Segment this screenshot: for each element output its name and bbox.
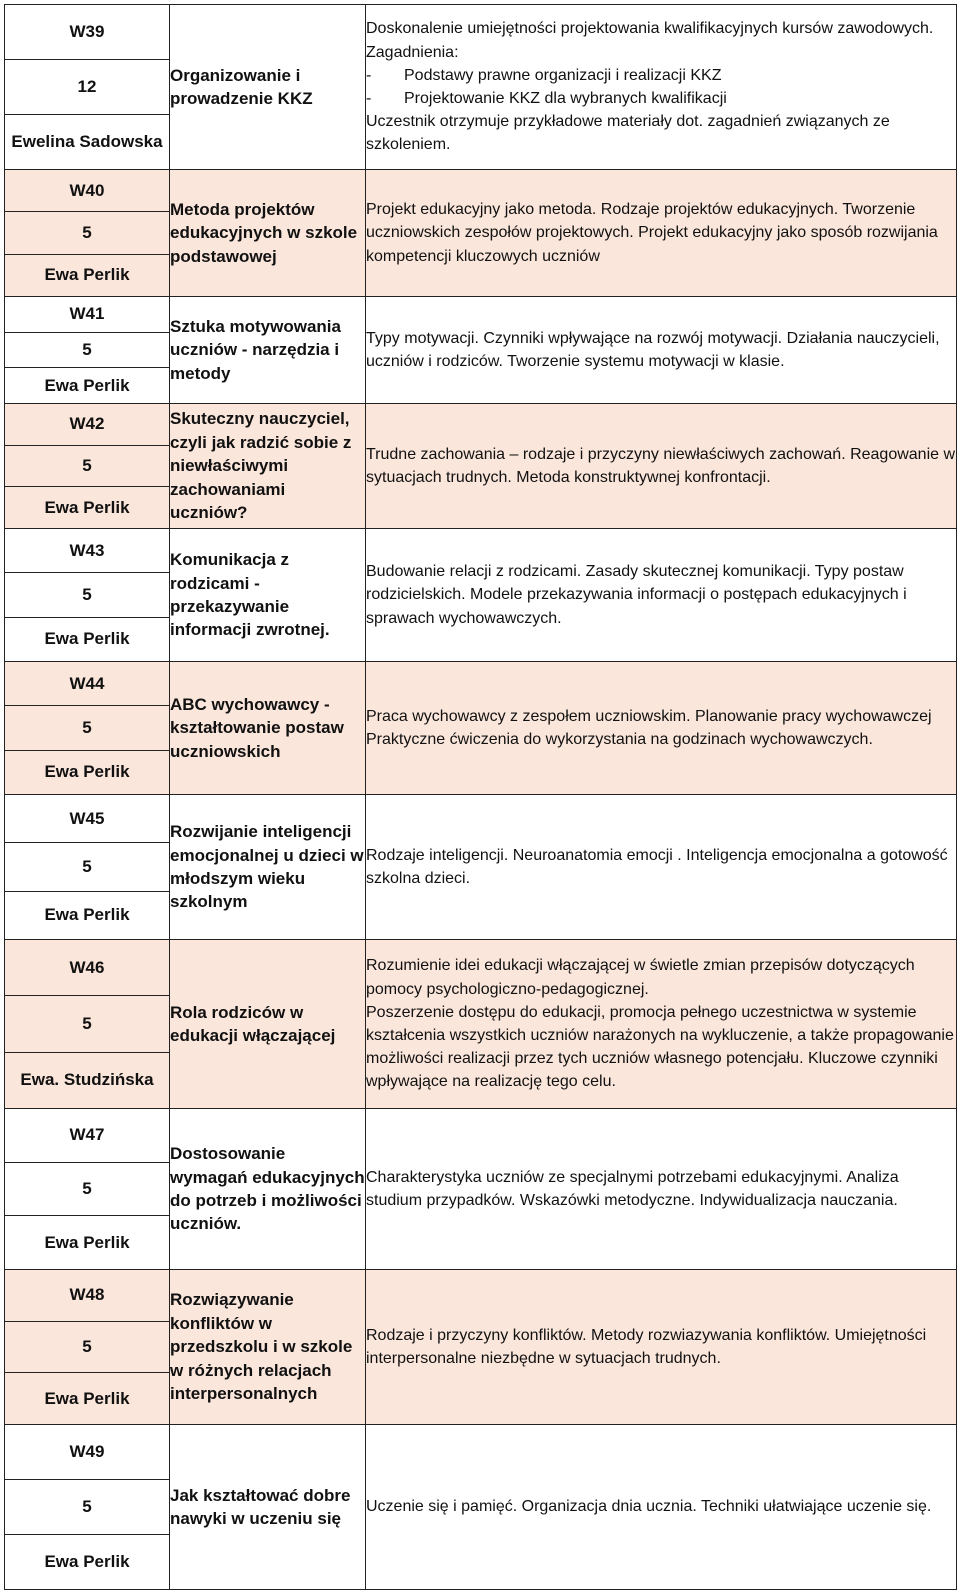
meta-cell xyxy=(5,940,170,1109)
course-description xyxy=(366,940,957,1109)
course-description: Rodzaje i przyczyny konfliktów. Metody rozwiazywania konfliktów. Umiejętności interpersonalne niezbędne w sytuacjach trudnych. xyxy=(366,1270,957,1425)
course-teacher: Ewa Perlik xyxy=(44,629,130,649)
course-description: Praca wychowawcy z zespołem uczniowskim. Planowanie pracy wychowawczej Praktyczne ćwiczenia do wykorzystania na godzinach wychowawczych. xyxy=(366,662,957,795)
course-title: Sztuka motywowania uczniów - narzędzia i metody xyxy=(170,297,366,404)
course-title: Organizowanie i prowadzenie KKZ xyxy=(170,5,366,170)
course-teacher: Ewa Perlik xyxy=(44,265,130,285)
meta-cell xyxy=(5,170,170,297)
course-hours: 12 xyxy=(5,60,169,115)
course-hours: 5 xyxy=(5,706,169,750)
course-code: W47 xyxy=(5,1109,169,1163)
meta-cell xyxy=(5,5,170,170)
table-row xyxy=(5,170,957,297)
meta-cell xyxy=(5,1109,170,1270)
meta-cell xyxy=(5,662,170,795)
course-title: Jak kształtować dobre nawyki w uczeniu się xyxy=(170,1425,366,1590)
course-code: W40 xyxy=(5,170,169,212)
course-teacher: Ewa Perlik xyxy=(44,1388,130,1408)
course-code: W45 xyxy=(5,795,169,843)
course-description: Uczenie się i pamięć. Organizacja dnia ucznia. Techniki ułatwiające uczenie się. xyxy=(366,1425,957,1590)
course-hours: 5 xyxy=(5,996,169,1052)
course-description: Rodzaje inteligencji. Neuroanatomia emocji . Inteligencja emocjonalna a gotowość szkolna dzieci. xyxy=(366,795,957,940)
course-description: Charakterystyka uczniów ze specjalnymi potrzebami edukacyjnymi. Analiza studium przypadków. Wskazówki metodyczne. Indywidualizacja nauczania. xyxy=(366,1109,957,1270)
meta-cell xyxy=(5,1270,170,1425)
description-paragraph: Poszerzenie dostępu do edukacji, promocja pełnego uczestnictwa w systemie kształcenia wszystkich uczniów narażonych na wykluczenie, a także propagowanie możliwości realizacji przez tych uczniów własnego potencjału. Kluczowe czynniki wpływające na realizację tego celu. xyxy=(366,1003,954,1091)
description-paragraph: Rozumienie idei edukacji włączającej w świetle zmian przepisów dotyczących pomocy psychologiczno-pedagogicznej. xyxy=(366,957,915,998)
course-code: W48 xyxy=(5,1270,169,1322)
table-row xyxy=(5,404,957,529)
course-description: Trudne zachowania – rodzaje i przyczyny niewłaściwych zachowań. Reagowanie w sytuacjach trudnych. Metoda konstruktywnej konfrontacji. xyxy=(366,404,957,529)
table-row xyxy=(5,5,957,170)
course-title: ABC wychowawcy - kształtowanie postaw uczniowskich xyxy=(170,662,366,795)
course-code: W44 xyxy=(5,662,169,706)
table-row xyxy=(5,529,957,662)
table-row xyxy=(5,1425,957,1590)
course-description: Projekt edukacyjny jako metoda. Rodzaje projektów edukacyjnych. Tworzenie uczniowskich zespołów projektowych. Projekt edukacyjny jako sposób rozwijania kompetencji kluczowych uczniów xyxy=(366,170,957,297)
course-teacher: Ewa Perlik xyxy=(44,497,130,517)
description-bullet: - Projektowanie KKZ dla wybranych kwalifikacji xyxy=(366,90,727,107)
course-hours: 5 xyxy=(5,1480,169,1535)
course-hours: 5 xyxy=(5,333,169,369)
meta-cell xyxy=(5,404,170,529)
meta-cell xyxy=(5,795,170,940)
table-row xyxy=(5,297,957,404)
course-teacher: Ewa Perlik xyxy=(44,762,130,782)
course-teacher: Ewelina Sadowska xyxy=(11,131,163,151)
course-hours: 5 xyxy=(5,573,169,617)
course-title: Rozwijanie inteligencji emocjonalnej u dzieci w młodszym wieku szkolnym xyxy=(170,795,366,940)
description-outro: Uczestnik otrzymuje przykładowe materiały dot. zagadnień związanych ze szkoleniem. xyxy=(366,113,890,154)
course-code: W39 xyxy=(5,5,169,60)
course-hours: 5 xyxy=(5,843,169,891)
course-teacher: Ewa Perlik xyxy=(44,375,130,395)
course-title: Rola rodziców w edukacji włączającej xyxy=(170,940,366,1109)
course-title: Dostosowanie wymagań edukacyjnych do potrzeb i możliwości uczniów. xyxy=(170,1109,366,1270)
table-row xyxy=(5,662,957,795)
course-table xyxy=(4,4,957,1590)
course-hours: 5 xyxy=(5,446,169,488)
table-row xyxy=(5,795,957,940)
course-description: Typy motywacji. Czynniki wpływające na rozwój motywacji. Działania nauczycieli, uczniów i rodziców. Tworzenie systemu motywacji w klasie. xyxy=(366,297,957,404)
course-hours: 5 xyxy=(5,212,169,254)
course-description: Budowanie relacji z rodzicami. Zasady skutecznej komunikacji. Typy postaw rodzicielskich. Modele przekazywania informacji o postępach edukacyjnych i sprawach wychowawczych. xyxy=(366,529,957,662)
description-bullet: - Podstawy prawne organizacji i realizacji KKZ xyxy=(366,66,722,84)
course-code: W49 xyxy=(5,1425,169,1480)
course-hours: 5 xyxy=(5,1322,169,1374)
course-code: W42 xyxy=(5,404,169,446)
meta-cell xyxy=(5,529,170,662)
course-teacher: Ewa. Studzińska xyxy=(20,1070,154,1090)
course-hours: 5 xyxy=(5,1163,169,1217)
course-code: W43 xyxy=(5,529,169,573)
course-teacher: Ewa Perlik xyxy=(44,1232,130,1252)
course-title: Komunikacja z rodzicami - przekazywanie informacji zwrotnej. xyxy=(170,529,366,662)
course-code: W46 xyxy=(5,940,169,996)
course-title: Skuteczny nauczyciel, czyli jak radzić sobie z niewłaściwymi zachowaniami uczniów? xyxy=(170,404,366,529)
course-title: Metoda projektów edukacyjnych w szkole podstawowej xyxy=(170,170,366,297)
table-row xyxy=(5,1109,957,1270)
description-topics-label: Zagadnienia: xyxy=(366,43,459,61)
table-row xyxy=(5,940,957,1109)
description-intro: Doskonalenie umiejętności projektowania kwalifikacyjnych kursów zawodowych. xyxy=(366,20,934,38)
meta-cell xyxy=(5,297,170,404)
course-code: W41 xyxy=(5,297,169,333)
course-title: Rozwiązywanie konfliktów w przedszkolu i w szkole w różnych relacjach interpersonalnych xyxy=(170,1270,366,1425)
meta-cell xyxy=(5,1425,170,1590)
course-description xyxy=(366,5,957,170)
course-teacher: Ewa Perlik xyxy=(44,905,130,925)
course-teacher: Ewa Perlik xyxy=(44,1551,130,1571)
table-row xyxy=(5,1270,957,1425)
